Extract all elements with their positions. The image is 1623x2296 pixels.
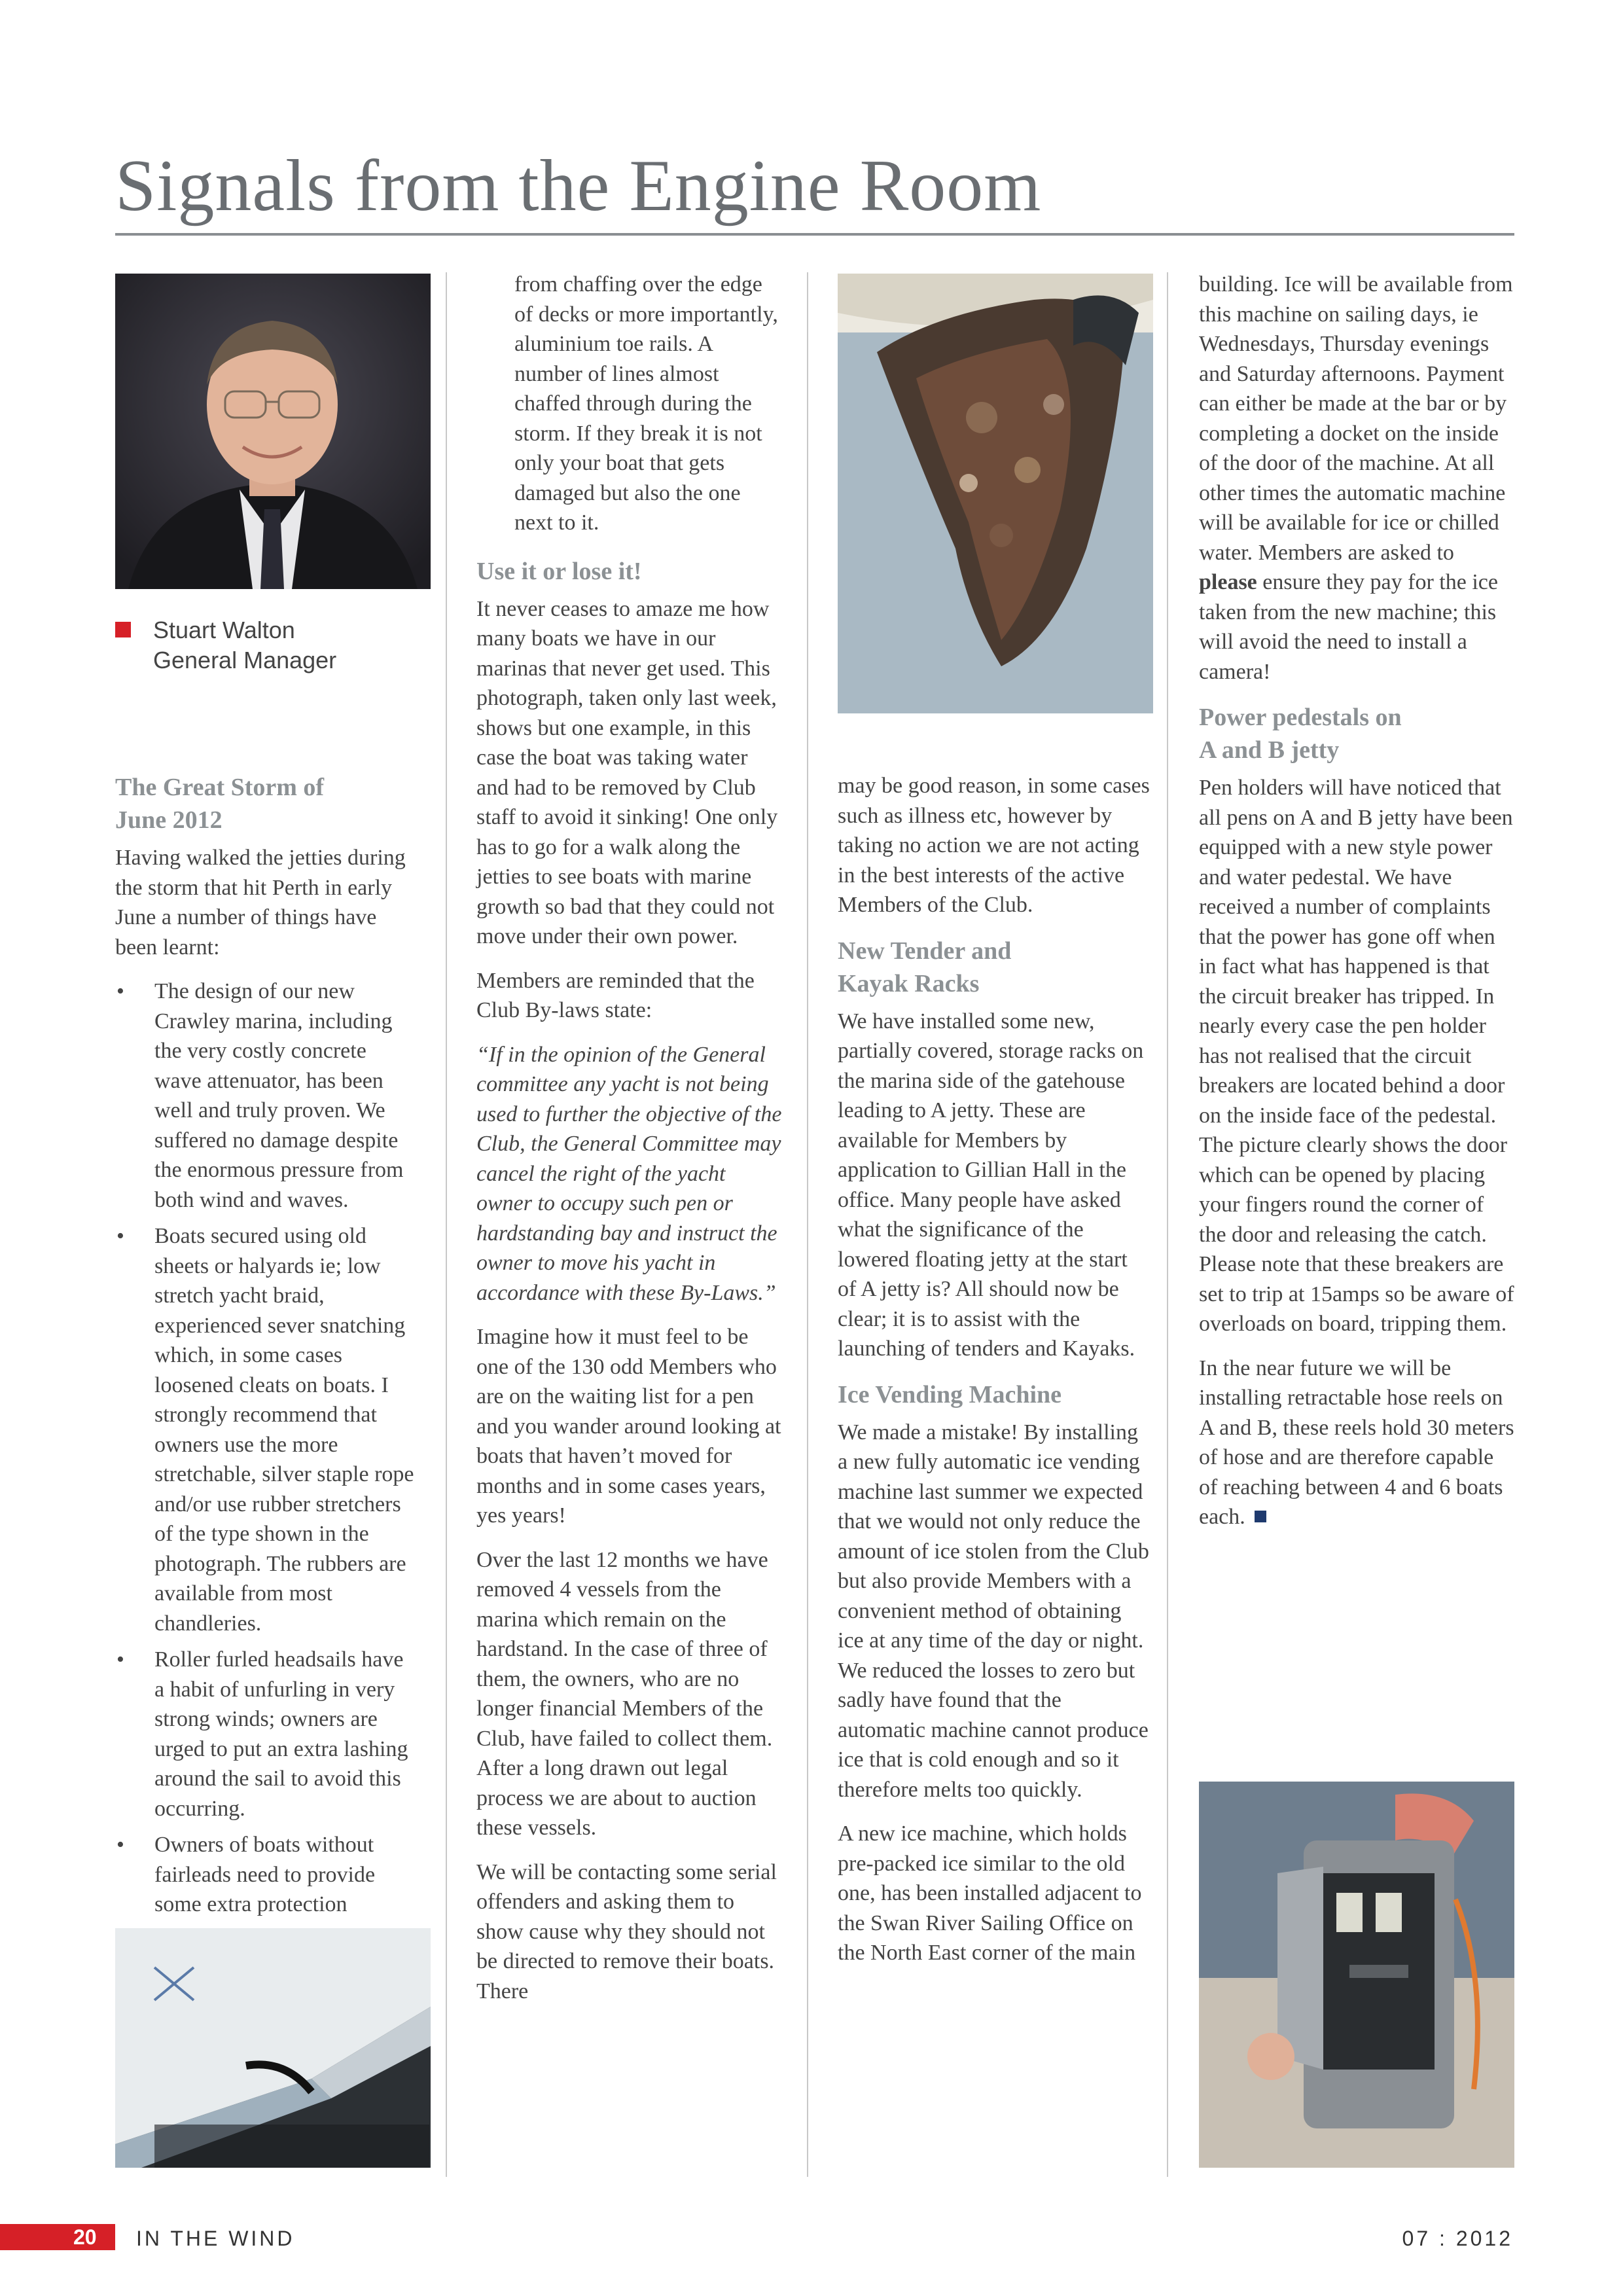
heading-power-pedestals: Power pedestals on A and B jetty [1199,704,1402,764]
list-item: • Boats secured using old sheets or halyards ie; low stretch yacht braid, experienced sever snatching which, in some cases loosened cleats on boats. I strongly recommend that owners use the more stretchable, silver staple rope and/or use rubber stretchers of the type shown in the photograph. The rubbers are available from most chandleries. [115,1221,418,1638]
paragraph: Pen holders will have noticed that all pens on A and B jetty have been equipped with a new style power and water pedestal. We have received a number of complaints that the power has gone off when in fact what has happened is that the circuit breaker has tripped. In nearly every case the pen holder has not realised that the circuit breakers are located behind a door on the inside face of the pedestal. The picture clearly shows the door which can be opened by placing your fingers round the corner of the door and releasing the catch. Please note that these breakers are set to trip at 15amps so be aware of overloads on board, tripping them. [1199,776,1514,1336]
footer-page-bar [0,2224,115,2250]
continued-text: building. Ice will be available from this machine on sailing days, ie Wednesdays, Thursday evenings and Saturday afternoons. Payment can either be made at the bar or by completing a docket on the inside of the door of the machine. At all other times the automatic machine will be available for ice or chilled water. Members are asked to please ensure they pay for the ice taken from the new machine; this will avoid the need to install a camera! [1199,272,1513,684]
column-divider [807,272,808,2177]
paragraph: Members are reminded that the Club By-laws state: [476,968,755,1022]
paragraph: A new ice machine, which holds pre-packed ice similar to the old one, has been installed adjacent to the Swan River Sailing Office on the North East corner of the main [838,1821,1142,1965]
power-pedestal-photo [1199,1782,1514,2168]
marine-growth-photo [838,274,1153,713]
title-rule [115,233,1514,236]
paragraph: It never ceases to amaze me how many boats we have in our marinas that never get used. This photograph, taken only last week, shows but one example, in this case the boat was taking water and had to be removed by Club staff to avoid it sinking! One only has to go for a walk along the jetties to see boats with marine growth so bad that they could not move under their own power. [476,596,778,948]
red-square-icon [115,622,131,637]
heading-great-storm: The Great Storm of June 2012 [115,774,325,834]
page-title: Signals from the Engine Room [115,145,1042,226]
paragraph: In the near future we will be installing retractable hose reels on A and B, these reels hold 30 meters of hose and are therefore capable of reaching between 4 and 6 boats each. [1199,1355,1514,1529]
column-4 [1199,270,1514,1547]
list-item: • Owners of boats without fairleads need to provide some extra protection [115,1830,418,1920]
publication-name: IN THE WIND [136,2227,295,2250]
paragraph: We have installed some new, partially covered, storage racks on the marina side of the gatehouse leading to A jetty. These are available for Members by application to Gillian Hall in the office. Many people have asked what the significance of the lowered floating jetty at the start of A jetty is? All should now be clear; it is to assist with the launching of tenders and Kayaks. [838,1009,1144,1361]
column-2 [476,270,784,2020]
mooring-line-photo [115,1928,431,2168]
author-role: General Manager [153,647,337,673]
heading-ice-vending: Ice Vending Machine [838,1380,1062,1408]
paragraph: Imagine how it must feel to be one of the 130 odd Members who are on the waiting list for a pen and you wander around looking at boats that haven’t moved for months and in some cases years, yes years! [476,1325,781,1528]
emphasis-please: please [1199,570,1257,594]
page-number: 20 [73,2225,97,2249]
blue-square-icon [1255,1511,1266,1522]
issue-date: 07 : 2012 [1402,2227,1513,2250]
continued-text: may be good reason, in some cases such as illness etc, however by taking no action we are not acting in the best interests of the active Members of the Club. [838,774,1150,917]
column-3 [838,771,1150,1982]
paragraph: We will be contacting some serial offenders and asking them to show cause why they should not be directed to remove their boats. There [476,1859,777,2003]
storm-list [115,977,418,1920]
bylaw-quote: “If in the opinion of the General committee any yacht is not being used to further the objective of the Club, the General Committee may cancel the right of the yacht owner to occupy such pen or hardstanding bay and instruct the owner to move his yacht in accordance with these By-Laws.” [476,1042,782,1305]
portrait-photo [115,274,431,589]
column-1 [115,771,418,1926]
heading-use-it: Use it or lose it! [476,557,642,585]
bullet-icon: • [116,979,124,1003]
bullet-icon: • [116,1224,124,1248]
paragraph: We made a mistake! By installing a new fully automatic ice vending machine last summer we expected that we would not only reduce the amount of ice stolen from the Club but also provide Members with a convenient method of obtaining ice at any time of the day or night. We reduced the losses to zero but sadly have found that the automatic machine cannot produce ice that is cold enough and so it therefore melts too quickly. [838,1420,1149,1802]
storm-intro: Having walked the jetties during the storm that hit Perth in early June a number of things have been learnt: [115,846,406,960]
author-name: Stuart Walton [153,617,295,643]
bullet-icon: • [116,1647,124,1672]
column-divider [1167,272,1168,2177]
column-divider [446,272,447,2177]
list-item: • Roller furled headsails have a habit of unfurling in very strong winds; owners are urged to put an extra lashing around the sail to avoid this occurring. [115,1645,418,1823]
continued-text: from chaffing over the edge of decks or more importantly, aluminium toe rails. A number of lines almost chaffed through during the storm. If they break it is not only your boat that gets damaged but also the one next to it. [514,272,778,535]
paragraph: Over the last 12 months we have removed 4 vessels from the marina which remain on the hardstand. In the case of three of them, the owners, who are no longer financial Members of the Club, have failed to collect them. After a long drawn out legal process we are about to auction these vessels. [476,1547,773,1840]
heading-tender-racks: New Tender and Kayak Racks [838,937,1012,997]
list-item: • The design of our new Crawley marina, including the very costly concrete wave attenuator, has been well and truly proven. We suffered no damage despite the enormous pressure from both wind and waves. [115,977,418,1215]
bullet-icon: • [116,1833,124,1857]
